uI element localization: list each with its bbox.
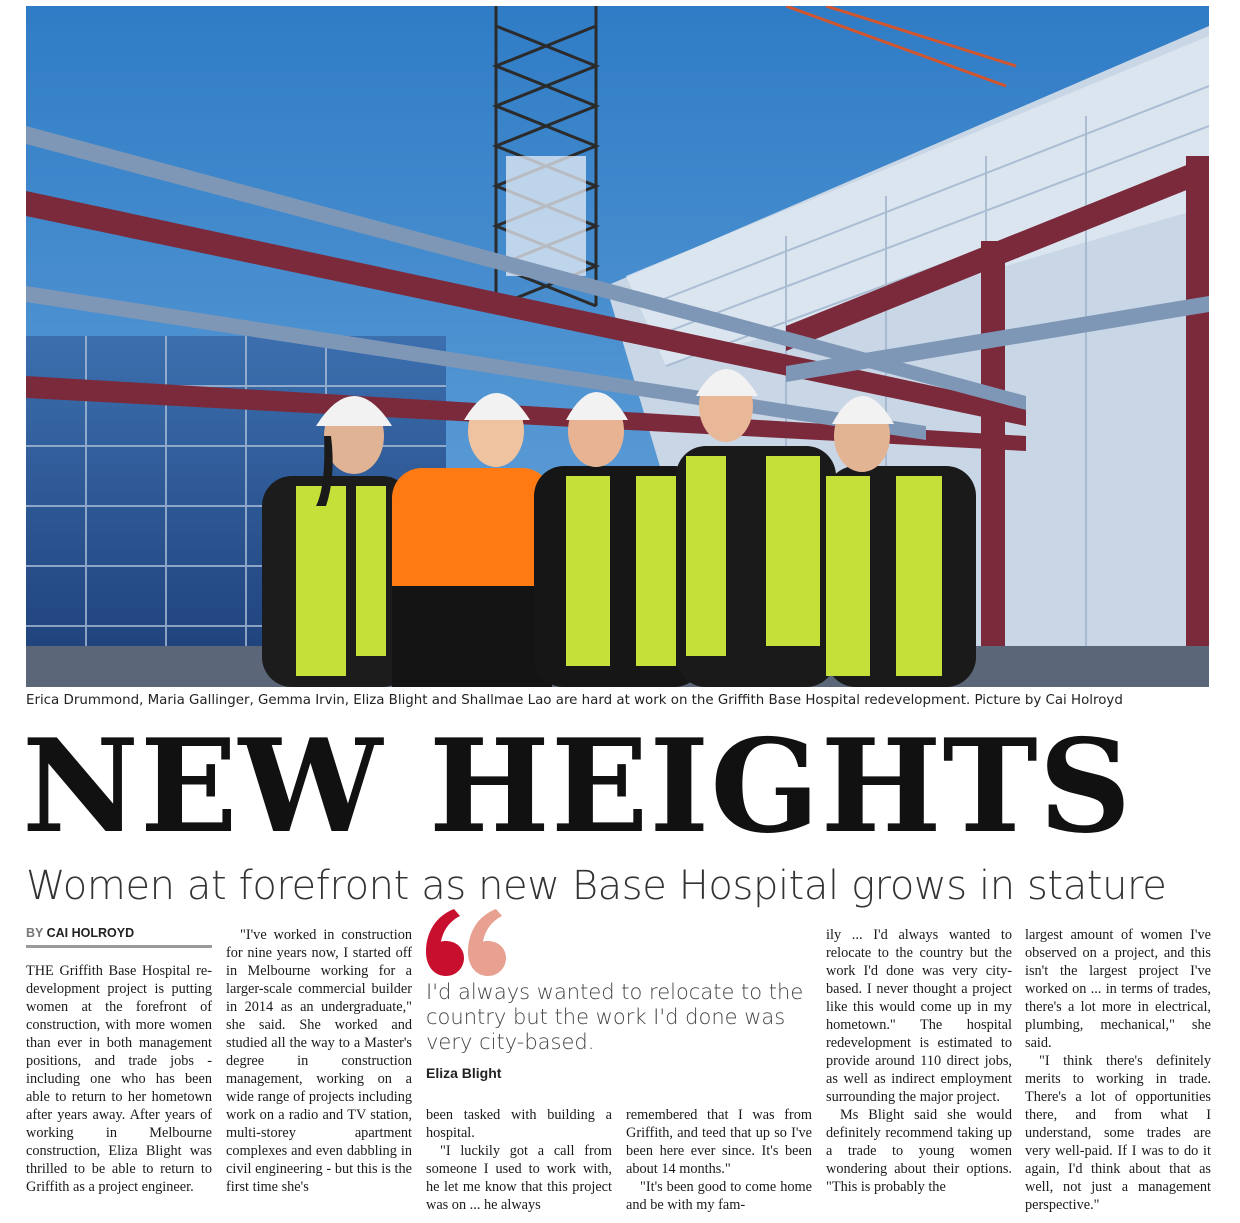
paragraph: "I luckily got a call from someone I used to work with, he let me know that this project was on ... he always: [426, 1143, 612, 1213]
quote-mark-icon: [424, 904, 544, 984]
article-column-6: [1025, 926, 1211, 1214]
construction-site-illustration: [26, 6, 1209, 687]
paragraph: "I've worked in construction for nine years now, I started off in Melbourne working for a larger-scale commercial builder in 2014 as an undergraduate," she said. She worked and studied all the way to a Master's degree in construction management, working on a wide range of projects including work on a radio and TV station, multi-storey apartment complexes and even dabbling in civil engineering - but this is the first time she's: [226, 927, 412, 1195]
article-photo: [26, 6, 1209, 687]
photo-caption: Erica Drummond, Maria Gallinger, Gemma Irvin, Eliza Blight and Shallmae Lao are hard at work on the Griffith Base Hospital redevelopment. Picture by Cai Holroyd: [26, 693, 1123, 708]
byline-name: CAI HOLROYD: [46, 926, 135, 940]
article-column-4: [626, 1106, 812, 1214]
paragraph: "It's been good to come home and be with my fam-: [626, 1179, 812, 1213]
paragraph: THE Griffith Base Hospital re-development project is putting women at the forefront of construction, with more women than ever in both management positions, and trade jobs - including one who has been able to return to her hometown after years away. After years of working in Melbourne construction, Eliza Blight was thrilled to be able to return to Griffith as a project engineer.: [26, 963, 212, 1195]
byline: [26, 926, 212, 948]
paragraph: been tasked with building a hospital.: [426, 1107, 612, 1141]
paragraph: remembered that I was from Griffith, and teed that up so I've been here ever since. It's been about 14 months.": [626, 1107, 812, 1177]
article-column-2: [226, 926, 412, 1196]
paragraph: "I think there's definitely merits to working in trade. There's a lot of opportunities there, and from what I understand, some trades are very well-paid. If I was to do it again, I'd think about that as well, not just a management perspective.": [1025, 1053, 1211, 1213]
byline-prefix: BY: [26, 926, 44, 940]
article-column-5: [826, 926, 1012, 1196]
paragraph: Ms Blight said she would definitely recommend taking up a trade to young women wondering about their options. "This is probably the: [826, 1107, 1012, 1195]
article-column-1: [26, 962, 212, 1196]
pull-quote-author: Eliza Blight: [426, 1065, 502, 1081]
paragraph: largest amount of women I've observed on a project, and this isn't the largest project I've worked on ... in terms of trades, there's a lot more in electrical, plumbing, mechanical," she said.: [1025, 927, 1211, 1051]
headline: NEW HEIGHTS: [22, 712, 1133, 862]
subheadline: Women at forefront as new Base Hospital grows in stature: [26, 863, 1167, 909]
article-column-3: [426, 1106, 612, 1214]
paragraph: ily ... I'd always wanted to relocate to the country but the work I'd done was very city-based. I never thought a project like this would come up in my hometown." The hospital redevelopment is estimated to provide around 110 direct jobs, as well as indirect employment surrounding the major project.: [826, 927, 1012, 1105]
pull-quote: I'd always wanted to relocate to the country but the work I'd done was very city-based.: [426, 980, 804, 1054]
